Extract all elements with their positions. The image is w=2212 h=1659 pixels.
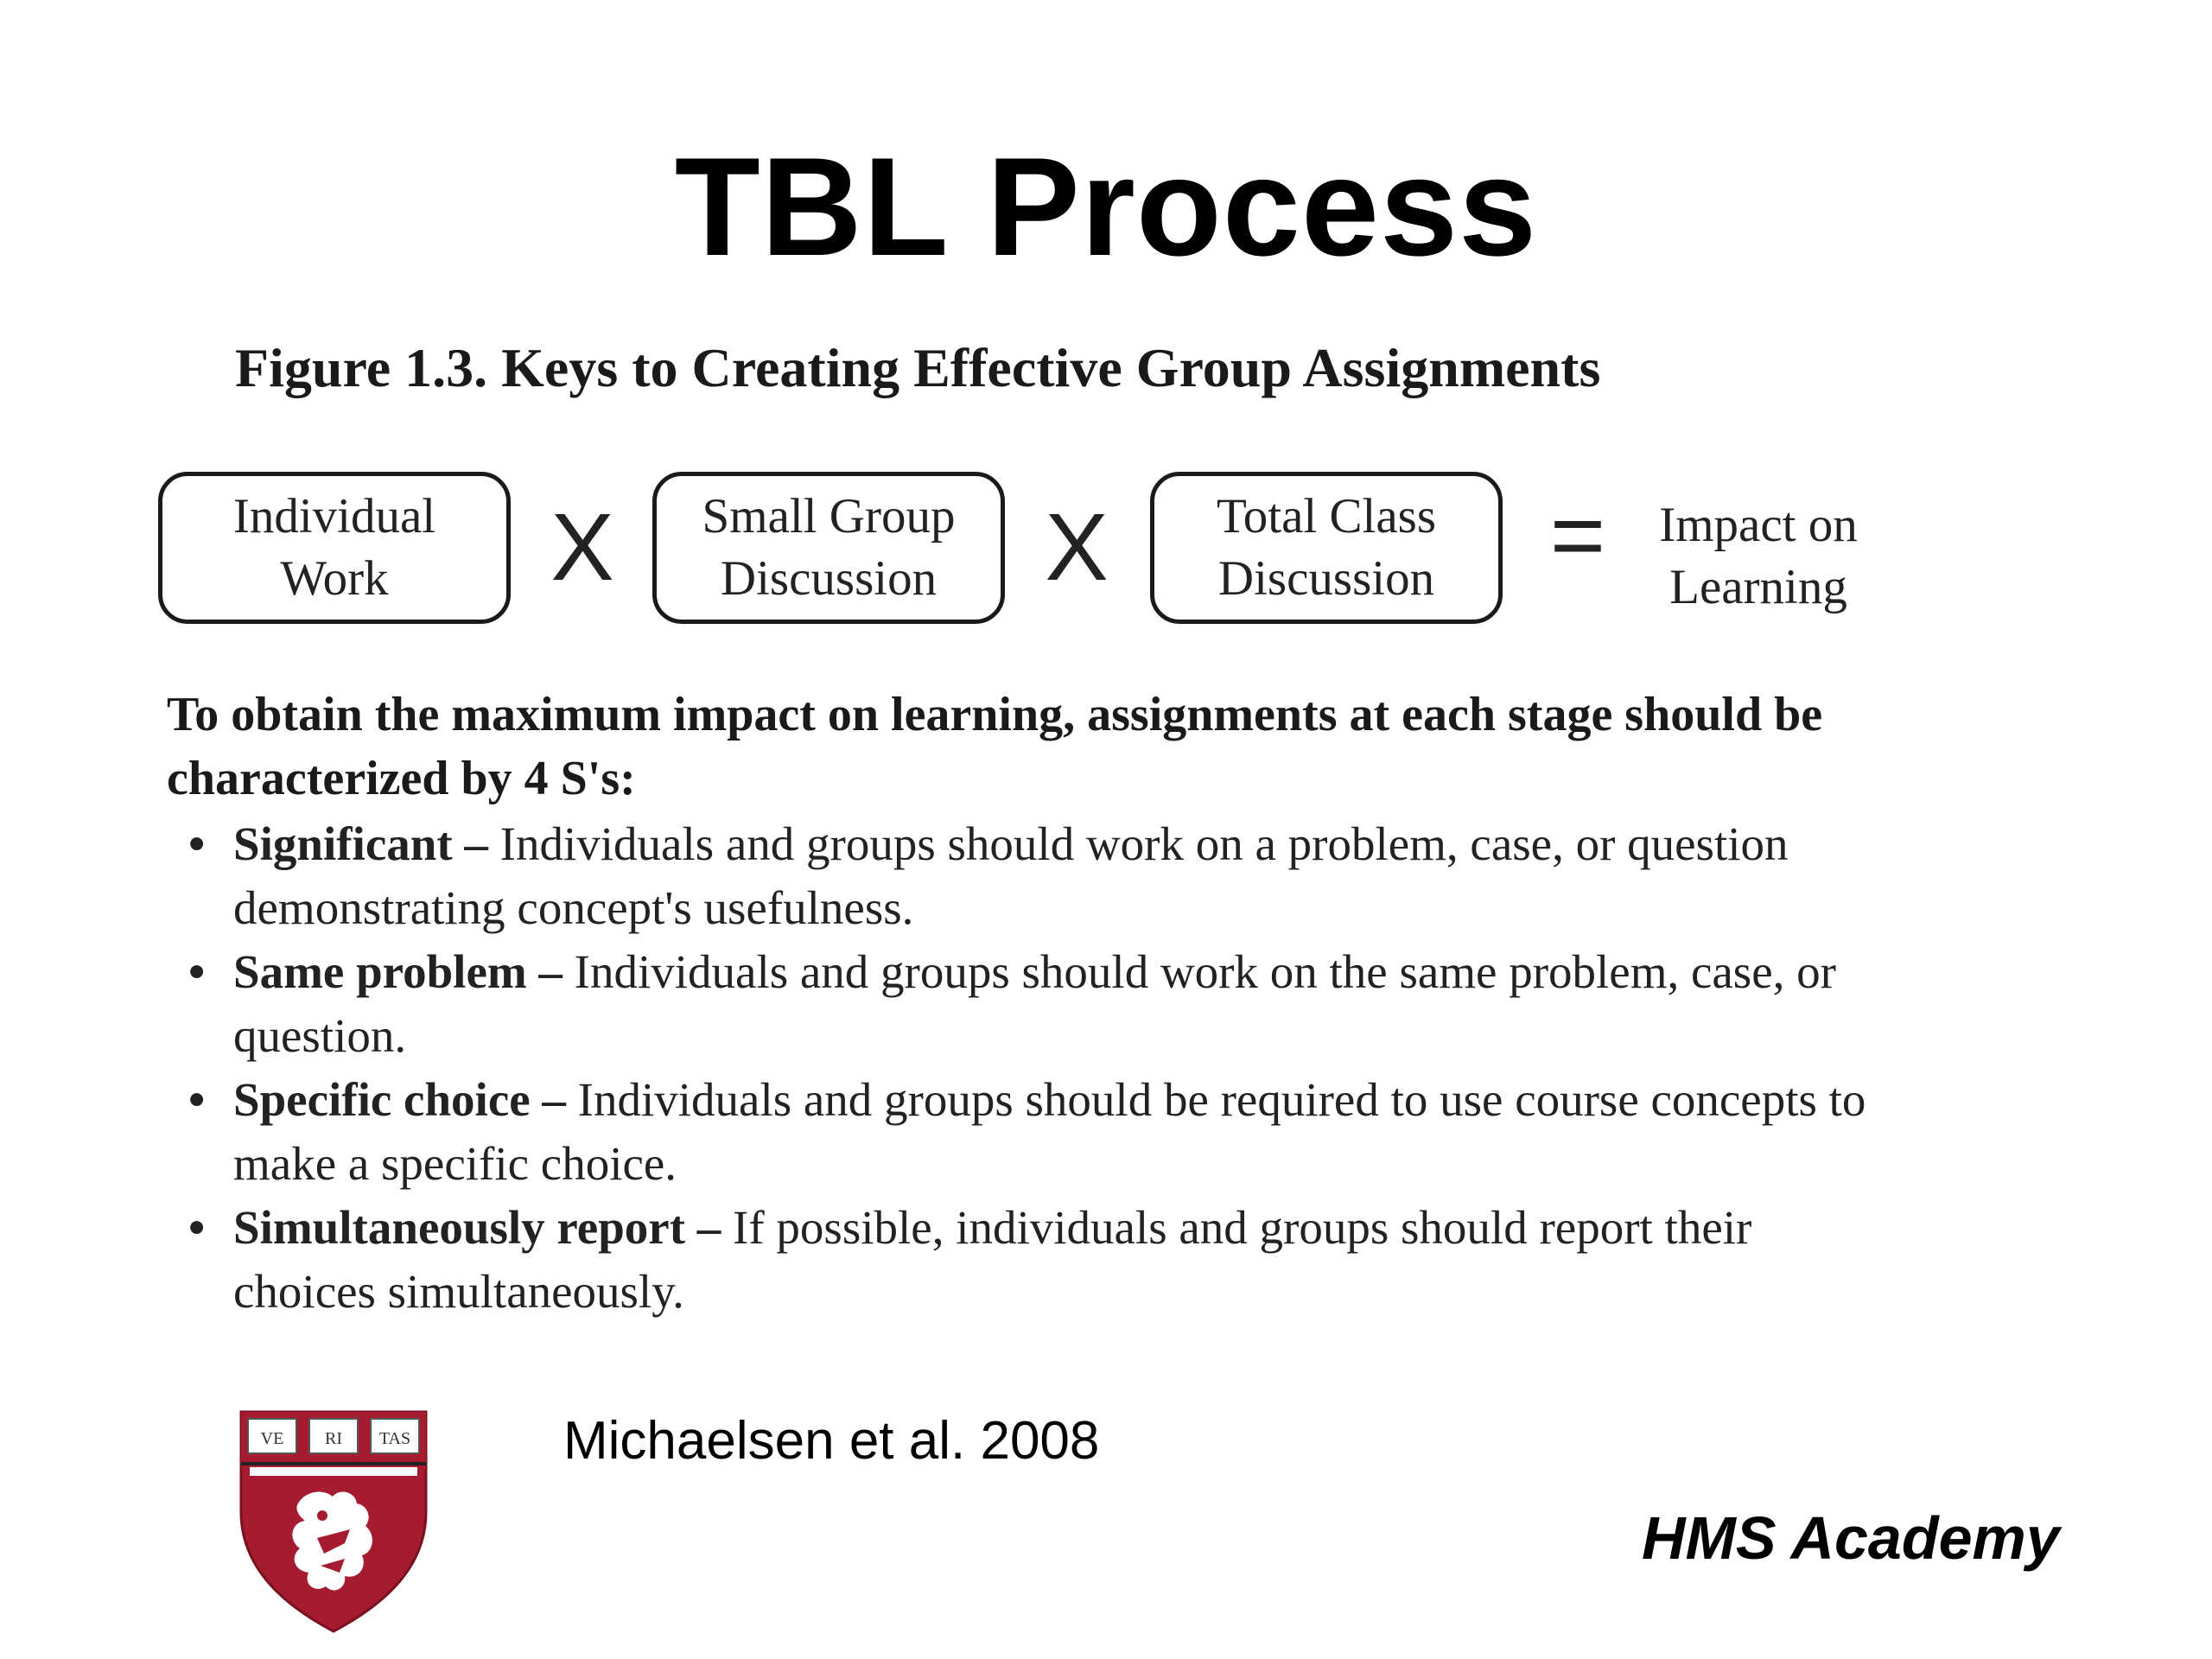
- criterion-separator: –: [685, 1201, 734, 1254]
- brand-footer: HMS Academy: [1642, 1504, 2060, 1572]
- criterion-description: Individuals and groups should work on a problem, case, or question demonstrating concept's usefulness.: [233, 817, 1789, 934]
- criterion-term: Specific choice: [233, 1073, 531, 1126]
- stage-box-individual-work: [158, 472, 511, 624]
- stage-label-line1: Small Group: [702, 489, 956, 543]
- harvard-shield-logo: [238, 1408, 429, 1635]
- motto-ve: VE: [260, 1429, 284, 1448]
- multiply-operator: X: [550, 494, 614, 601]
- equals-operator: =: [1549, 482, 1606, 588]
- criterion-description: Individuals and groups should be required to use course concepts to make a specific choice.: [233, 1073, 1866, 1190]
- bullet-dot: •: [188, 1073, 206, 1126]
- four-s-criteria-list: [188, 812, 1899, 1324]
- list-item: [188, 812, 1899, 940]
- multiply-operator: X: [1045, 494, 1109, 601]
- motto-ri: RI: [325, 1429, 342, 1448]
- bullet-dot: •: [188, 1201, 206, 1254]
- criterion-description: If possible, individuals and groups should report their choices simultaneously.: [233, 1201, 1752, 1318]
- figure-caption: Figure 1.3. Keys to Creating Effective Group Assignments: [235, 337, 1601, 398]
- process-equation-diagram: [158, 472, 1904, 636]
- stage-label-line2: Discussion: [1217, 551, 1435, 606]
- criterion-term: Significant: [233, 817, 453, 870]
- result-impact-on-learning: [1637, 494, 1879, 619]
- intro-paragraph: To obtain the maximum impact on learning, assignments at each stage should be characterized by 4 S's:: [167, 688, 1823, 805]
- motto-tas: TAS: [378, 1429, 411, 1448]
- shield-band: [250, 1467, 417, 1476]
- list-item: [188, 1196, 1899, 1324]
- criterion-description: Individuals and groups should work on the same problem, case, or question.: [233, 945, 1836, 1062]
- stage-box-total-class-discussion: [1150, 472, 1503, 624]
- list-item: [188, 1068, 1899, 1196]
- shield-divider: [241, 1462, 426, 1465]
- criterion-term: Same problem: [233, 945, 527, 998]
- bullet-dot: •: [188, 817, 206, 870]
- citation: Michaelsen et al. 2008: [563, 1411, 1100, 1471]
- stage-label-line1: Total Class: [1216, 489, 1437, 543]
- stage-label-line2: Work: [280, 551, 389, 606]
- criterion-separator: –: [530, 1073, 578, 1126]
- slide-title: TBL Process: [674, 129, 1538, 285]
- result-label-line2: Learning: [1669, 560, 1847, 614]
- list-item: [188, 940, 1899, 1068]
- stage-box-small-group-discussion: [652, 472, 1005, 624]
- criterion-separator: –: [452, 817, 500, 870]
- criterion-separator: –: [526, 945, 575, 998]
- criterion-term: Simultaneously report: [233, 1201, 686, 1254]
- stage-label-line2: Discussion: [720, 551, 938, 606]
- result-label-line1: Impact on: [1659, 498, 1858, 552]
- stage-label-line1: Individual: [232, 489, 436, 543]
- bullet-dot: •: [188, 945, 206, 998]
